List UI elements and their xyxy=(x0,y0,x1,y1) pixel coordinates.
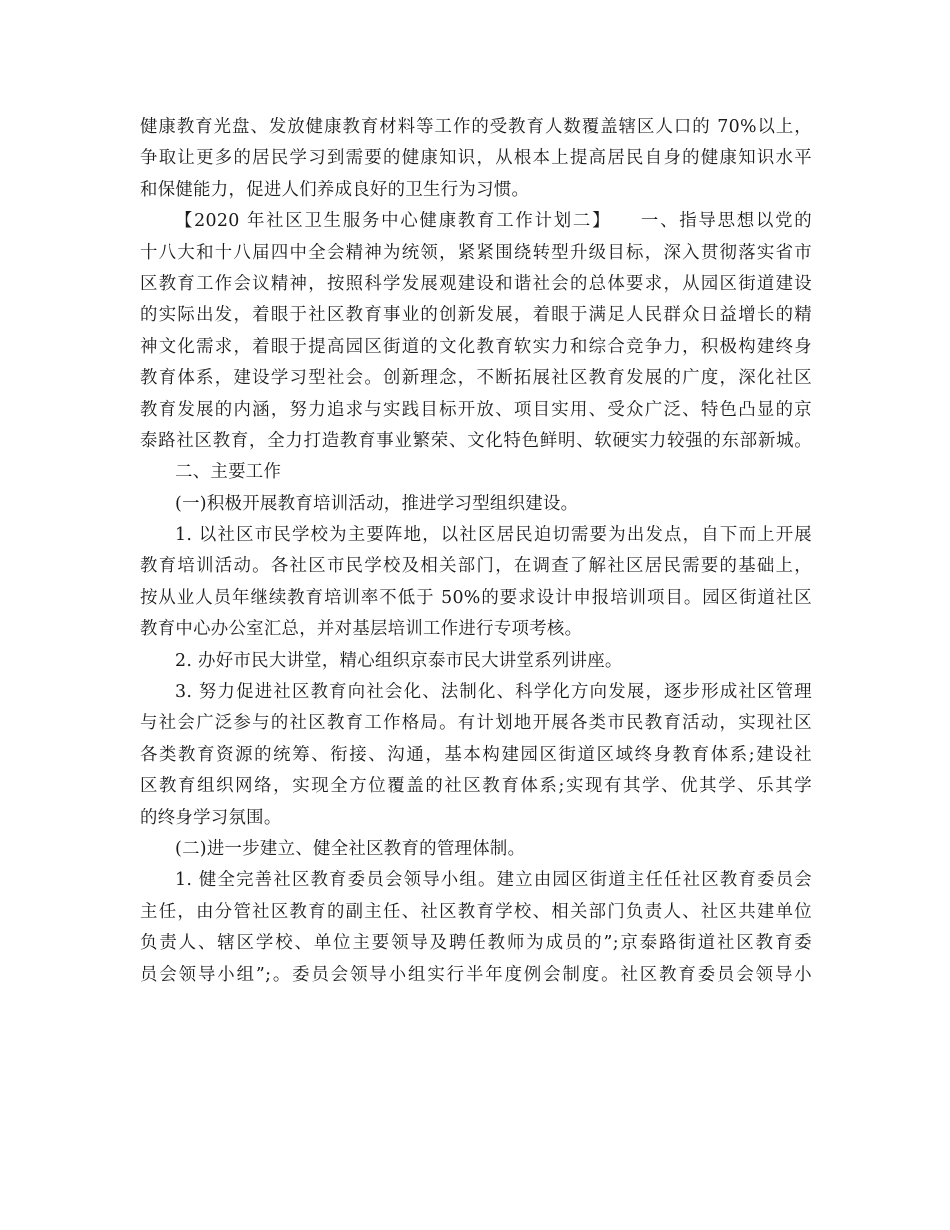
text-line: 教育发展的内涵，努力追求与实践目标开放、项目实用、受众广泛、特色凸显的京 xyxy=(140,399,812,420)
text-line: 1. 以社区市民学校为主要阵地，以社区居民迫切需要为出发点，自下而上开展 xyxy=(175,525,812,546)
text-line: 争取让更多的居民学习到需要的健康知识，从根本上提高居民自身的健康知识水平 xyxy=(140,148,812,169)
document-body xyxy=(140,112,812,991)
text-line: 员会领导小组”;。委员会领导小组实行半年度例会制度。社区教育委员会领导小 xyxy=(140,964,812,985)
text-line: 区教育组织网络，实现全方位覆盖的社区教育体系;实现有其学、优其学、乐其学 xyxy=(140,776,812,797)
text-line: 1. 健全完善社区教育委员会领导小组。建立由园区街道主任任社区教育委员会 xyxy=(175,870,812,891)
text-line: 二、主要工作 xyxy=(175,462,282,483)
text-line: (二)进一步建立、健全社区教育的管理体制。 xyxy=(175,838,526,859)
text-line: 和保健能力，促进人们养成良好的卫生行为习惯。 xyxy=(140,179,530,200)
text-line: 健康教育光盘、发放健康教育材料等工作的受教育人数覆盖辖区人口的 70%以上， xyxy=(140,117,812,137)
text-line: 3. 努力促进社区教育向社会化、法制化、科学化方向发展，逐步形成社区管理 xyxy=(175,682,812,703)
text-line: 的实际出发，着眼于社区教育事业的创新发展，着眼于满足人民群众日益增长的精 xyxy=(140,305,812,326)
text-line: 2. 办好市民大讲堂，精心组织京泰市民大讲堂系列讲座。 xyxy=(175,650,623,671)
text-line: 泰路社区教育，全力打造教育事业繁荣、文化特色鲜明、软硬实力较强的东部新城。 xyxy=(140,430,812,451)
text-line: 与社会广泛参与的社区教育工作格局。有计划地开展各类市民教育活动，实现社区 xyxy=(140,713,812,734)
text-line: 教育培训活动。各社区市民学校及相关部门，在调查了解社区居民需要的基础上， xyxy=(140,556,812,577)
text-line: 教育体系，建设学习型社会。创新理念，不断拓展社区教育发展的广度，深化社区 xyxy=(140,368,812,389)
text-line: 十八大和十八届四中全会精神为统领，紧紧围绕转型升级目标，深入贯彻落实省市 xyxy=(140,242,812,263)
text-line: 按从业人员年继续教育培训率不低于 50%的要求设计申报培训项目。园区街道社区 xyxy=(140,587,812,608)
text-line: 区教育工作会议精神，按照科学发展观建设和谐社会的总体要求，从园区街道建设 xyxy=(140,273,812,294)
text-line: 【2020 年社区卫生服务中心健康教育工作计划二】 一、指导思想以党的 xyxy=(175,211,812,232)
text-line: (一)积极开展教育培训活动，推进学习型组织建设。 xyxy=(175,493,579,514)
text-line: 的终身学习氛围。 xyxy=(140,807,282,828)
text-line: 主任，由分管社区教育的副主任、社区教育学校、相关部门负责人、社区共建单位 xyxy=(140,901,812,922)
text-line: 教育中心办公室汇总，并对基层培训工作进行专项考核。 xyxy=(140,619,583,640)
text-line: 各类教育资源的统筹、衔接、沟通，基本构建园区街道区域终身教育体系;建设社 xyxy=(140,744,812,765)
text-line: 神文化需求，着眼于提高园区街道的文化教育软实力和综合竞争力，积极构建终身 xyxy=(140,336,812,357)
text-line: 负责人、辖区学校、单位主要领导及聘任教师为成员的”;京泰路街道社区教育委 xyxy=(140,933,812,954)
